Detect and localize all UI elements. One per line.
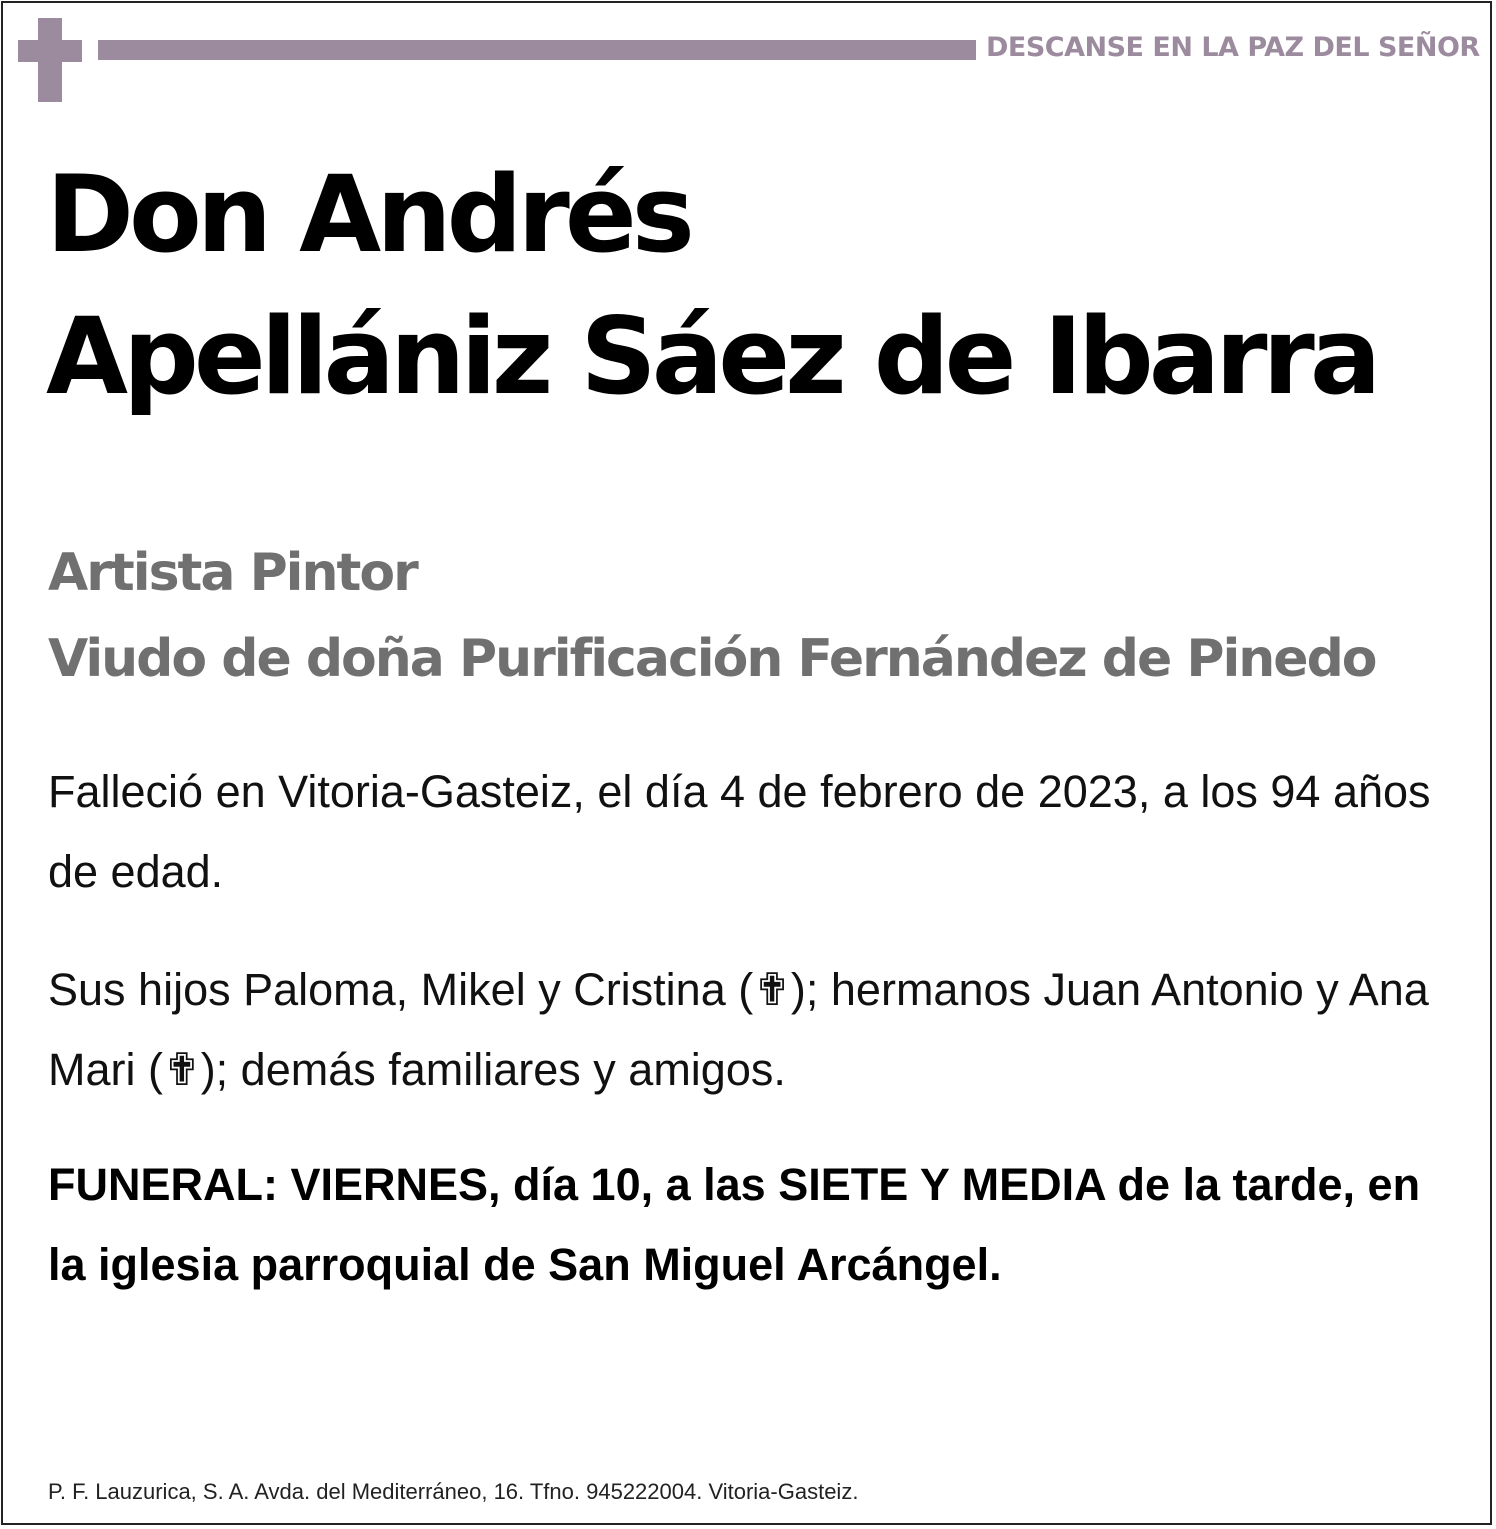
header-rule [98, 40, 976, 60]
funeral-paragraph: FUNERAL: VIERNES, día 10, a las SIETE Y MEDIA de la tarde, en la iglesia parroquial de San Miguel Arcángel. [48, 1159, 1421, 1290]
marital-status-text: Viudo de doña Purificación Fernández de Pinedo [48, 629, 1376, 689]
name-line-2: Apellániz Sáez de Ibarra [46, 295, 1377, 418]
death-notice-paragraph: Falleció en Vitoria-Gasteiz, el día 4 de febrero de 2023, a los 94 años de edad. [48, 766, 1431, 897]
family-paragraph: Sus hijos Paloma, Mikel y Cristina (✟); hermanos Juan Antonio y Ana Mari (✟); demás familiares y amigos. [48, 964, 1429, 1095]
deceased-subtitle [48, 530, 1448, 702]
motto-text: DESCANSE EN LA PAZ DEL SEÑOR [986, 32, 1480, 63]
notice-header [18, 18, 1478, 102]
name-line-1: Don Andrés [46, 153, 690, 276]
occupation-text: Artista Pintor [48, 543, 417, 603]
funeral-home-footer: P. F. Lauzurica, S. A. Avda. del Mediterráneo, 16. Tfno. 945222004. Vitoria-Gasteiz. [48, 1479, 859, 1504]
cross-icon [18, 18, 82, 102]
deceased-name [46, 144, 1466, 428]
